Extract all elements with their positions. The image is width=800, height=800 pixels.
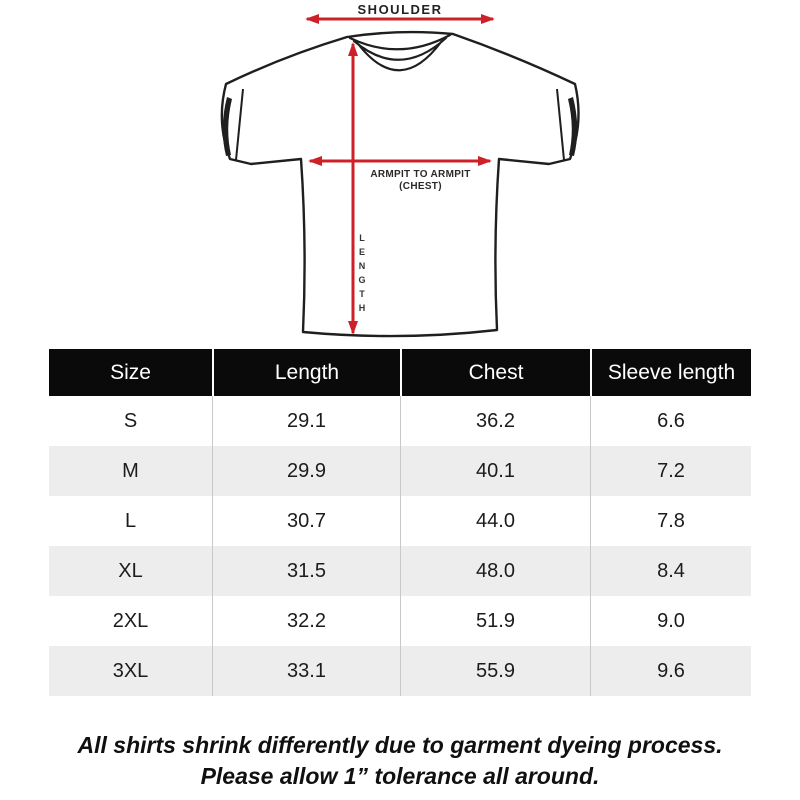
tshirt-measurement-diagram [0,0,800,348]
cell-chest: 44.0 [400,496,590,546]
cell-length: 29.9 [212,446,400,496]
shoulder-label: SHOULDER [357,2,443,17]
cell-chest: 51.9 [400,596,590,646]
cell-size: M [122,459,139,482]
size-table [49,349,751,696]
header-cell-chest: Chest [400,349,590,396]
cell-length: 32.2 [212,596,400,646]
header-cell-size: Size [110,360,151,384]
cell-length: 31.5 [212,546,400,596]
chest-label [343,169,498,193]
footer-line1: All shirts shrink differently due to garment dyeing process. [77,732,723,758]
table-row-2xl [49,596,751,646]
table-row-3xl [49,646,751,696]
cell-chest: 55.9 [400,646,590,696]
cell-size: L [124,509,137,532]
footer-line2: Please allow 1” tolerance all around. [200,763,600,789]
cell-length: 33.1 [212,646,400,696]
cell-sleeve: 9.6 [590,646,751,696]
chest-label-line1: ARMPIT TO ARMPIT [370,169,471,180]
header-cell-sleeve-length: Sleeve length [590,349,751,396]
table-row-s [49,396,751,446]
cell-sleeve: 8.4 [590,546,751,596]
footer-note [0,730,800,792]
cell-sleeve: 9.0 [590,596,751,646]
cell-sleeve: 6.6 [590,396,751,446]
cell-chest: 40.1 [400,446,590,496]
cell-size: XL [118,559,143,582]
cell-sleeve: 7.2 [590,446,751,496]
cell-chest: 36.2 [400,396,590,446]
chest-label-line2: (CHEST) [399,181,442,192]
cell-size: 3XL [112,659,149,682]
cell-length: 30.7 [212,496,400,546]
length-label: LENGTH [357,233,367,317]
table-row-m [49,446,751,496]
table-row-l [49,496,751,546]
cell-size: S [123,409,138,432]
cell-length: 29.1 [212,396,400,446]
size-table-header-row [49,349,751,396]
cell-sleeve: 7.8 [590,496,751,546]
cell-chest: 48.0 [400,546,590,596]
cell-size: 2XL [112,609,149,632]
table-row-xl [49,546,751,596]
header-cell-length: Length [212,349,400,396]
